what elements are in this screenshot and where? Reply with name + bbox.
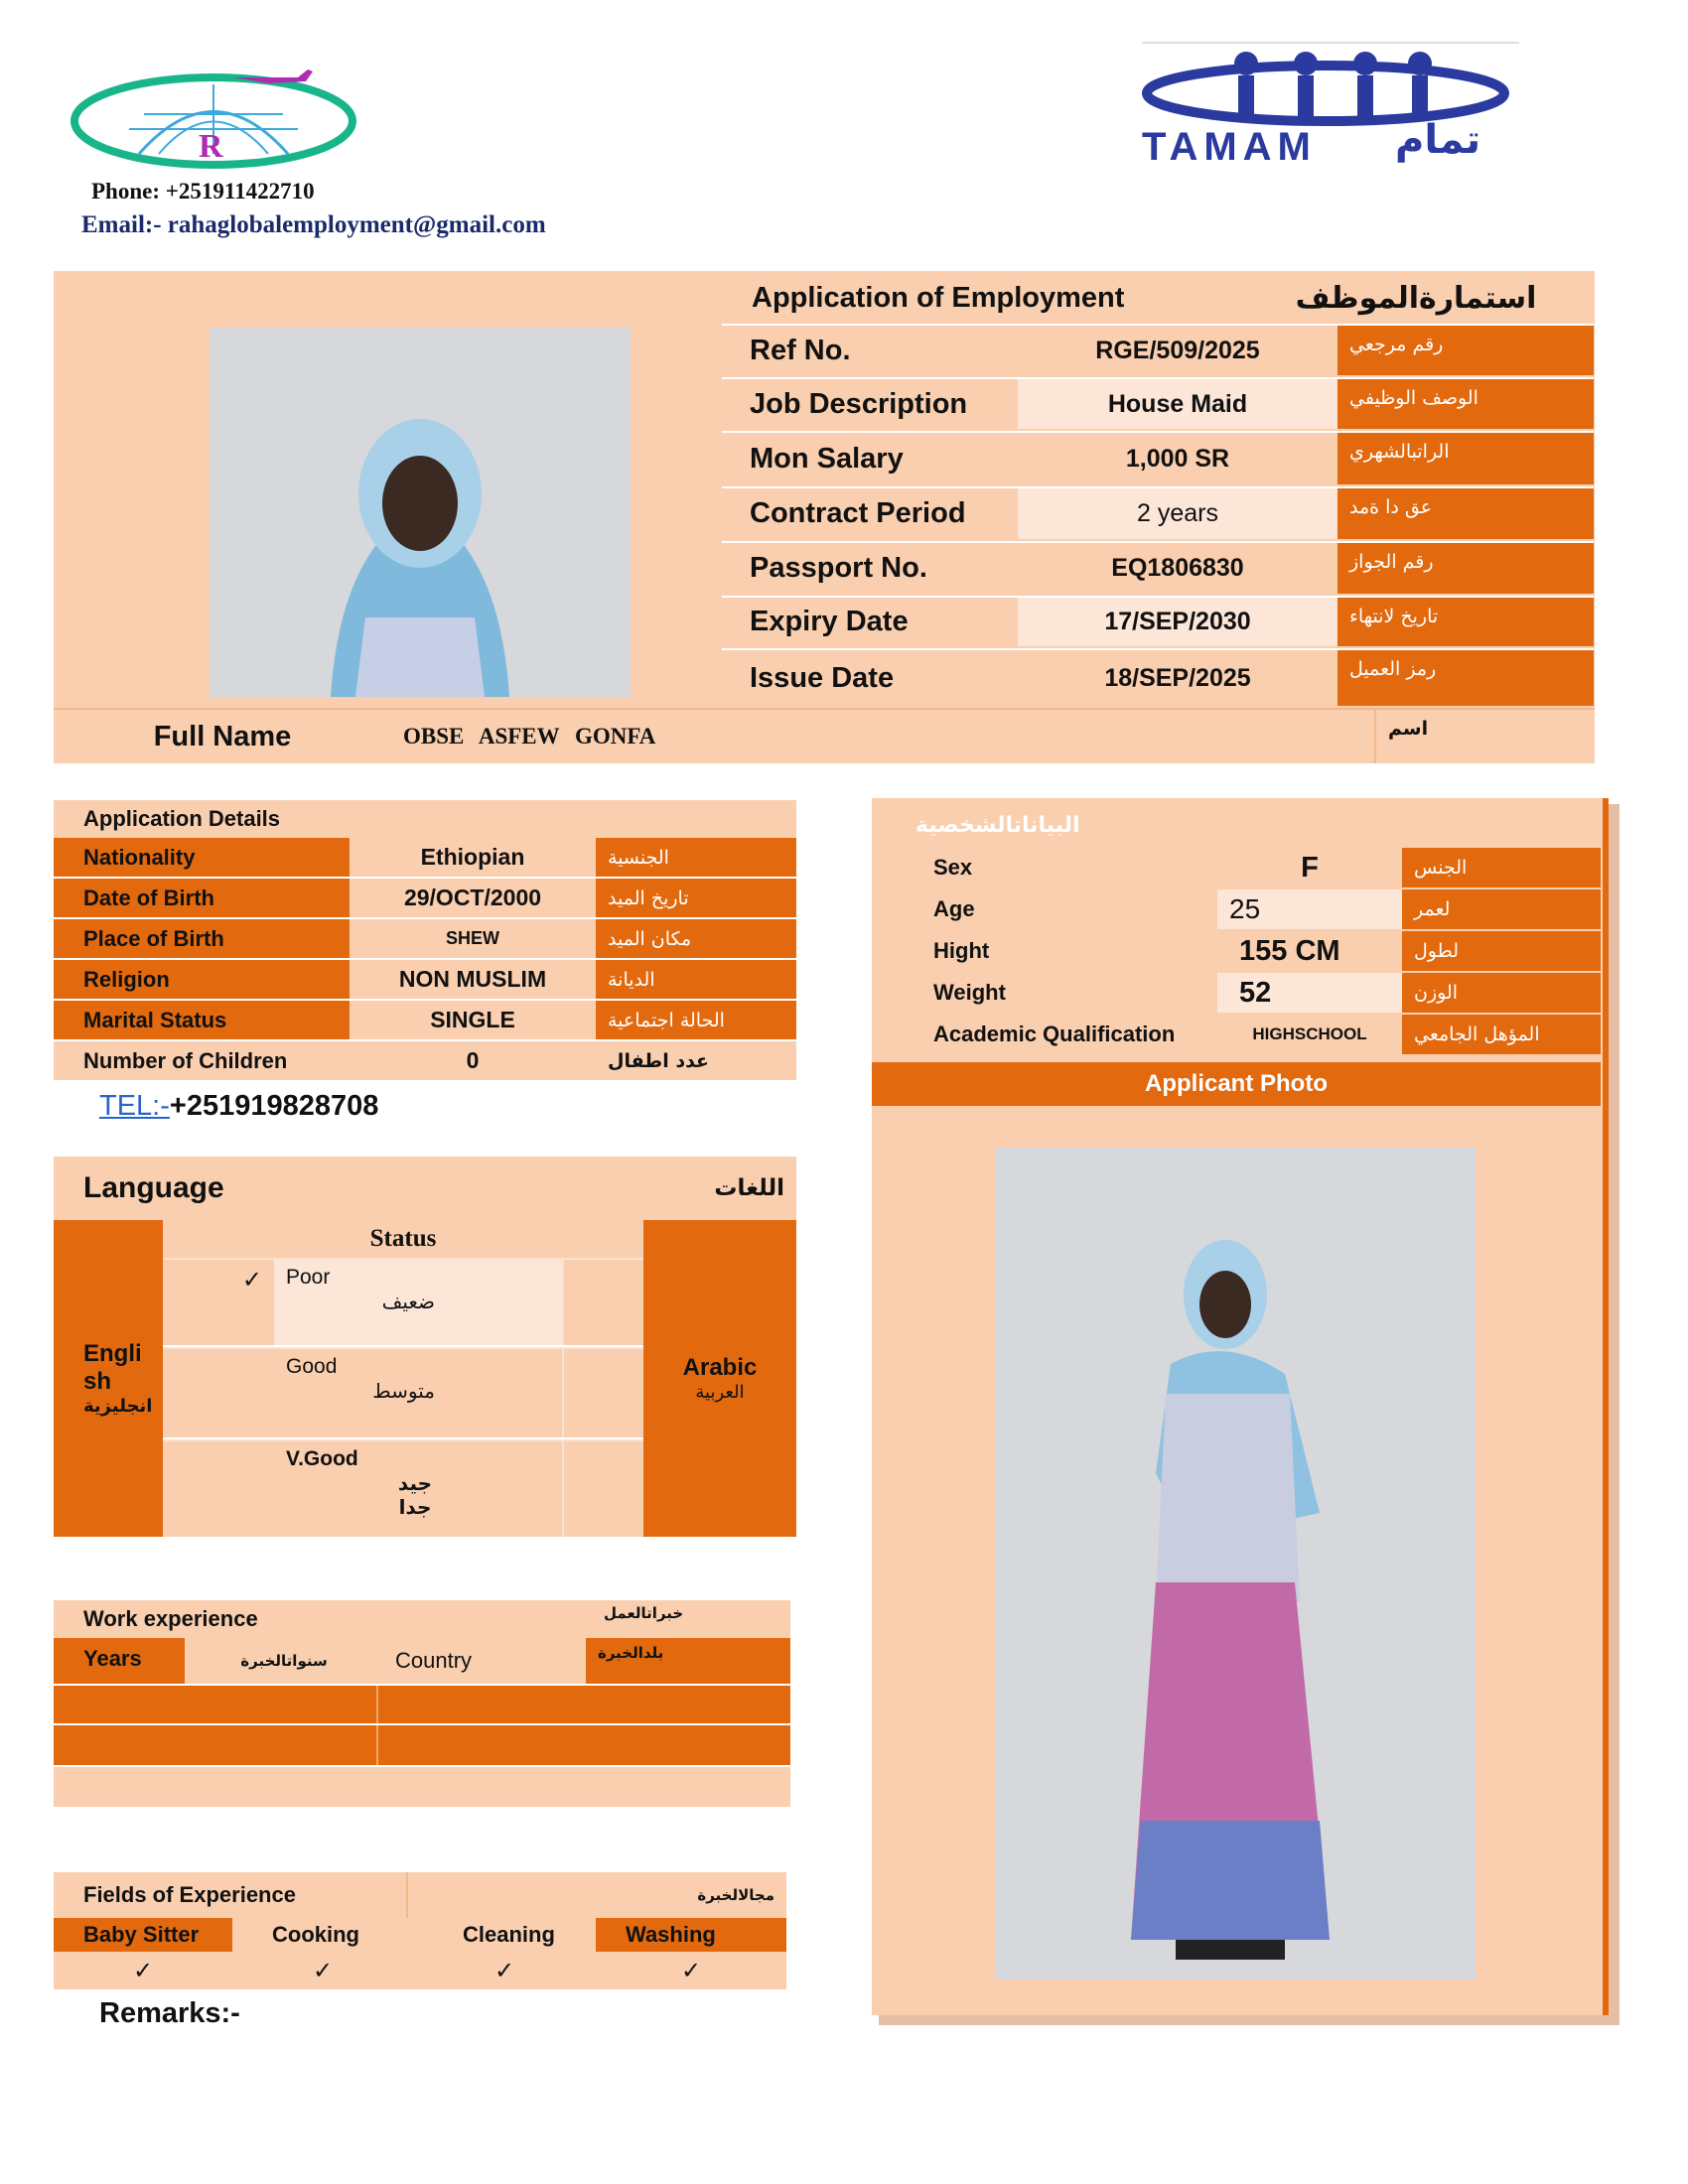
application-row-value: EQ1806830 (1018, 543, 1337, 594)
language-level-label: Good (286, 1355, 338, 1378)
personal-row-ar: الجنس (1402, 848, 1601, 887)
language-title: Language (83, 1171, 224, 1204)
personal-row-label: Academic Qualification (904, 1015, 1217, 1054)
detail-row-ar: تاريخ الميد (596, 879, 796, 917)
language-level-row (163, 1347, 643, 1437)
fields-title-row (54, 1872, 786, 1918)
applicant-photo-header (872, 1062, 1601, 1106)
personal-row-value: F (1217, 848, 1402, 887)
field-check-cell[interactable] (596, 1952, 786, 1989)
detail-row-label: Number of Children (54, 1041, 350, 1080)
application-row-label: Mon Salary (722, 433, 1018, 484)
language-level-ar: ضعيف (381, 1290, 435, 1313)
full-name-row (54, 708, 1595, 763)
full-name-value: OBSE ASFEW GONFA (403, 724, 656, 749)
fields-checks-row (54, 1952, 786, 1989)
language-check-cell[interactable] (163, 1441, 274, 1537)
details-title: Application Details (83, 806, 281, 831)
language-level-cell (274, 1349, 562, 1437)
phone-text: Phone: +251911422710 (91, 179, 315, 204)
check-icon: ✓ (312, 1957, 334, 1984)
fields-title-ar: مجالالخبرة (697, 1886, 774, 1904)
application-row-label: Passport No. (722, 543, 1018, 594)
personal-row-label: Weight (904, 973, 1217, 1013)
language-status-header (163, 1220, 643, 1258)
details-title-row (54, 800, 796, 838)
detail-row-value: SHEW (350, 919, 596, 958)
language-level-row (163, 1258, 643, 1345)
application-row-ar: رمز العميل (1337, 650, 1594, 706)
application-row-value: 1,000 SR (1018, 433, 1337, 484)
application-row (722, 324, 1594, 375)
work-years-ar: سنواتالخبرة (185, 1638, 383, 1684)
language-level-cell (274, 1441, 562, 1537)
application-row (722, 648, 1594, 706)
personal-row-value: 155 CM (1217, 931, 1402, 971)
check-icon: ✓ (241, 1266, 262, 1294)
globe-logo-icon (70, 60, 367, 179)
application-row-ar: تاريخ لانتهاء (1337, 598, 1594, 646)
personal-row-label: Sex (904, 848, 1217, 887)
work-row-2 (54, 1725, 790, 1765)
language-spare-cell (562, 1349, 643, 1437)
application-row-value: 18/SEP/2025 (1018, 650, 1337, 706)
detail-row-label: Marital Status (54, 1001, 350, 1039)
tamam-logo-arabic: تمام (1395, 117, 1481, 163)
language-level-row (163, 1439, 643, 1537)
personal-title-row (904, 804, 1599, 846)
personal-row-ar: لعمر (1402, 889, 1601, 929)
personal-row (904, 889, 1601, 929)
fields-items-row (54, 1918, 786, 1952)
field-check-cell[interactable] (413, 1952, 596, 1989)
application-row-ar: رقم الجواز (1337, 543, 1594, 594)
detail-row-label: Date of Birth (54, 879, 350, 917)
personal-row (904, 931, 1601, 971)
language-level-ar: جيد جدا (397, 1471, 433, 1519)
status-header: Status (369, 1225, 437, 1252)
personal-row-ar: الوزن (1402, 973, 1601, 1013)
detail-row (54, 960, 796, 999)
detail-row-value: 29/OCT/2000 (350, 879, 596, 917)
language-level-label: V.Good (286, 1447, 358, 1470)
personal-title-ar: البياناتالشخصية (915, 812, 1080, 838)
svg-text:R: R (199, 128, 223, 165)
language-title-row (54, 1157, 796, 1220)
application-row-label: Contract Period (722, 488, 1018, 539)
full-name-label: Full Name (153, 720, 292, 752)
language-title-ar: اللغات (714, 1175, 784, 1201)
applicant-photo (995, 1148, 1476, 1979)
application-row-value: House Maid (1018, 379, 1337, 429)
arabic-label-ar: العربية (695, 1382, 745, 1403)
work-country-ar: بلدالخبرة (586, 1638, 790, 1684)
top-applicant-photo (210, 328, 631, 697)
detail-row-label: Religion (54, 960, 350, 999)
check-icon: ✓ (680, 1957, 702, 1984)
detail-row-ar: الجنسية (596, 838, 796, 877)
application-row (722, 431, 1594, 484)
field-item: Washing (596, 1918, 786, 1952)
personal-row (904, 973, 1601, 1013)
tamam-logo-text: TAMAM (1142, 125, 1317, 169)
personal-row-label: Hight (904, 931, 1217, 971)
application-row-label: Ref No. (722, 326, 1018, 375)
language-level-cell (274, 1260, 562, 1345)
application-title: Application of Employment (752, 281, 1125, 314)
personal-row-value: 25 (1217, 889, 1402, 929)
application-row-value: 17/SEP/2030 (1018, 598, 1337, 646)
detail-row-ar: مكان الميد (596, 919, 796, 958)
work-row-3 (54, 1767, 790, 1807)
detail-row-ar: الديانة (596, 960, 796, 999)
field-item: Cooking (232, 1918, 413, 1952)
application-row-label: Issue Date (722, 650, 1018, 706)
person-silhouette-icon (271, 399, 569, 697)
language-arabic-col (643, 1220, 796, 1537)
personal-row-ar: المؤهل الجامعي (1402, 1015, 1601, 1054)
work-title-row (54, 1600, 790, 1638)
tel-link[interactable]: TEL:- (99, 1090, 170, 1122)
work-header-row (54, 1638, 790, 1684)
field-item: Baby Sitter (54, 1918, 232, 1952)
detail-row-label: Nationality (54, 838, 350, 877)
detail-row-value: SINGLE (350, 1001, 596, 1039)
personal-row-value: 52 (1217, 973, 1402, 1013)
detail-row-label: Place of Birth (54, 919, 350, 958)
personal-row (904, 848, 1601, 887)
language-spare-cell (562, 1260, 643, 1345)
email-text: Email:- rahaglobalemployment@gmail.com (81, 211, 546, 238)
personal-row-value: HIGHSCHOOL (1217, 1015, 1402, 1054)
check-icon: ✓ (132, 1957, 154, 1984)
raha-logo (70, 60, 367, 179)
language-level-label: Poor (286, 1266, 331, 1289)
application-title-row (722, 273, 1594, 323)
check-icon: ✓ (493, 1957, 515, 1984)
application-row-ar: عق دا ةمد (1337, 488, 1594, 539)
detail-row (54, 919, 796, 958)
detail-row-value: NON MUSLIM (350, 960, 596, 999)
work-years: Years (54, 1638, 185, 1684)
detail-row-ar: عدد اطفال (596, 1041, 796, 1080)
work-row-1 (54, 1686, 790, 1723)
application-title-ar: استمارةالموظف (1295, 280, 1537, 316)
detail-row (54, 879, 796, 917)
application-row-value: 2 years (1018, 488, 1337, 539)
detail-row (54, 1041, 796, 1080)
tel-line (99, 1090, 378, 1123)
language-check-cell[interactable] (163, 1349, 274, 1437)
application-row-ar: الوصف الوظيفي (1337, 379, 1594, 429)
english-label: English (83, 1340, 142, 1395)
arabic-label: Arabic (682, 1354, 758, 1381)
applicant-photo-label: Applicant Photo (1145, 1070, 1328, 1097)
application-row-ar: رقم مرجعي (1337, 326, 1594, 375)
person-fullbody-icon (1086, 1225, 1384, 1979)
work-country: Country (383, 1638, 586, 1684)
fields-title: Fields of Experience (54, 1872, 408, 1918)
application-row-label: Expiry Date (722, 598, 1018, 646)
language-spare-cell (562, 1441, 643, 1537)
detail-row-value: 0 (350, 1041, 596, 1080)
field-item: Cleaning (413, 1918, 596, 1952)
personal-row-label: Age (904, 889, 1217, 929)
full-name-ar: اسم (1374, 710, 1595, 763)
application-row-ar: الراتبالشهري (1337, 433, 1594, 484)
application-row (722, 377, 1594, 429)
language-english-col (54, 1220, 163, 1537)
work-title: Work experience (83, 1606, 258, 1631)
detail-row (54, 838, 796, 877)
people-logo-icon (1142, 44, 1519, 123)
english-label-ar: انجليزية (83, 1396, 153, 1417)
tamam-logo (1142, 42, 1519, 173)
remarks-label: Remarks:- (99, 1997, 240, 2029)
application-row (722, 541, 1594, 594)
personal-row-ar: لطول (1402, 931, 1601, 971)
tel-number: +251919828708 (169, 1090, 379, 1122)
detail-row-value: Ethiopian (350, 838, 596, 877)
personal-row (904, 1015, 1601, 1054)
application-row (722, 596, 1594, 646)
detail-row (54, 1001, 796, 1039)
detail-row-ar: الحالة اجتماعية (596, 1001, 796, 1039)
language-check-cell[interactable] (163, 1260, 274, 1345)
field-check-cell[interactable] (232, 1952, 413, 1989)
work-title-ar: خبراتالعمل (604, 1604, 684, 1622)
application-row-value: RGE/509/2025 (1018, 326, 1337, 375)
application-row (722, 486, 1594, 539)
application-row-label: Job Description (722, 379, 1018, 429)
field-check-cell[interactable] (54, 1952, 232, 1989)
language-level-ar: متوسط (372, 1379, 435, 1403)
